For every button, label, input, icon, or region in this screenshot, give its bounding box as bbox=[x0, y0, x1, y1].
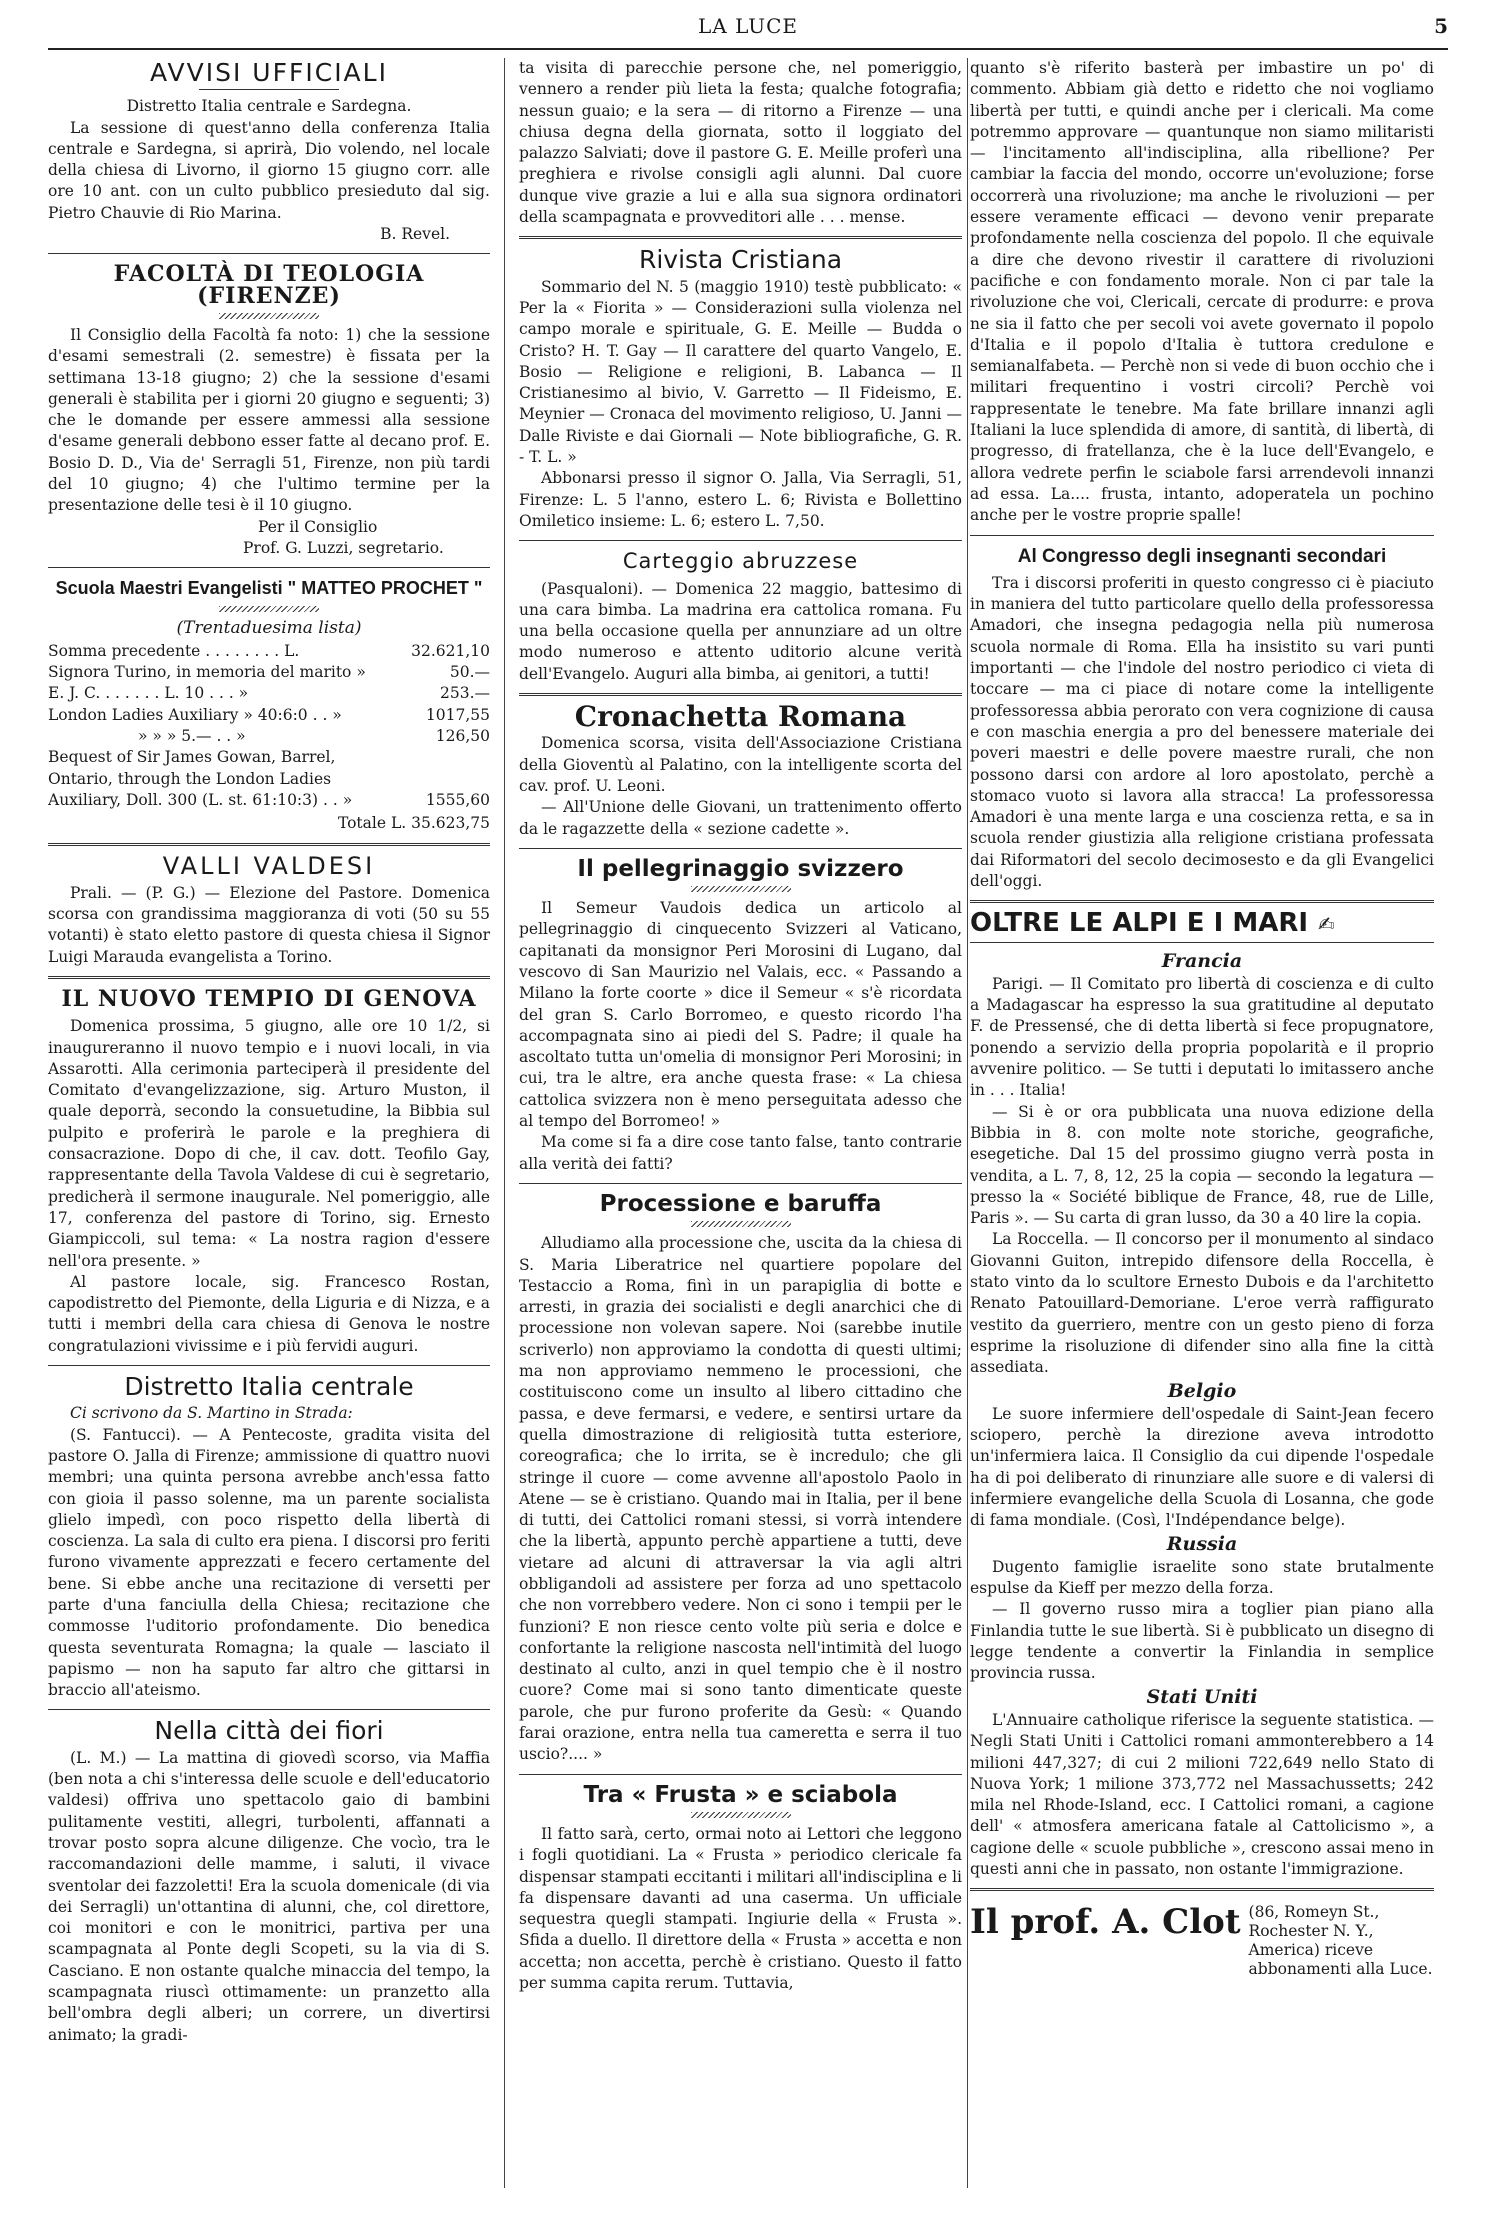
brush-ornament-icon: ✍ bbox=[1318, 912, 1335, 937]
ledger-row: Auxiliary, Doll. 300 (L. st. 61:10:3) . . » 1555,60 bbox=[48, 790, 490, 809]
divider bbox=[519, 236, 962, 239]
congresso-text: Tra i discorsi proferiti in questo congresso ci è piaciuto in maniera del tutto particolare quello della professoressa Amadori, che insegna pedagogia nella più numerosa scuola normale di Roma. Ella ha insistito su vari punti importanti — che l'indole del nostro periodico ci vieta di toccare — ma ci piace di notare come la intelligente professoressa abbia perorato con vera cognizione di causa e con maschia energia a pro del benessere materiale dei poveri maestri e delle povere maestre rurali, che non possono darsi con ardore al loro apostolato, perchè a stomaco vuoto si lavora alla stracca! La professoressa Amadori è una mente larga e una coscienza retta, e sa in scuola render giustizia alla religione cristiana professata dai Riformatori del secolo decimosesto e da gli Evangelici dell'oggi. bbox=[970, 573, 1434, 890]
ornament bbox=[691, 886, 791, 892]
divider bbox=[48, 253, 490, 254]
ornament bbox=[691, 1221, 791, 1227]
page-number: 5 bbox=[1434, 14, 1448, 38]
heading-tempio: IL NUOVO TEMPIO DI GENOVA bbox=[61, 985, 477, 1012]
heading-frusta: Tra « Frusta » e sciabola bbox=[583, 1781, 898, 1808]
heading-cronachetta: Cronachetta Romana bbox=[574, 700, 907, 734]
ledger-row: Signora Turino, in memoria del marito » 50.— bbox=[48, 663, 490, 682]
rivista-text-1: Sommario del N. 5 (maggio 1910) testè pubblicato: « Per la « Fiorita » — Considerazioni sulla violenza nel campo morale e spirituale, G. E. Meille — Budda o Cristo? H. T. Gay — Il carattere del quarto Vangelo, E. Bosio — Religione e religioni, B. Labanca — Il Cristianesimo al bivio, V. Garretto — Il Fideismo, E. Meynier — Cronaca del movimento religioso, U. Janni — Dalle Riviste e dai Giornali — Note bibliografiche, G. R. - T. L. » bbox=[519, 277, 962, 467]
tempio-text-1: Domenica prossima, 5 giugno, alle ore 10 1/2, si inaugureranno il nuovo tempio e i nuovi locali, in via Assarotti. Alla cerimonia parteciperà il presidente del Comitato d'evangelizzazione, sig. Arturo Muston, il quale deporrà, secondo la consuetudine, la Bibbia sul pulpito e proferirà le parole e la preghiera di consacrazione. Dopo di che, il cav. dott. Teofilo Gay, rappresentante della Tavola Valdese di cui è segretario, predicherà il sermone inaugurale. Nel pomeriggio, alle 17, conferenza del pastore di Torino, sig. Ernesto Giampiccoli, sul tema: « La nostra ragion d'essere nell'ora presente. » bbox=[48, 1017, 490, 1270]
avvisi-signature: B. Revel. bbox=[380, 225, 450, 244]
avvisi-subheading: Distretto Italia centrale e Sardegna. bbox=[126, 97, 412, 116]
clot-text: (86, Romeyn St., Rochester N. Y., America) riceve abbonamenti alla Luce. bbox=[1248, 1903, 1433, 1979]
francia-text-2: — Si è or ora pubblicata una nuova edizione della Bibbia in 8. con molte note storiche, geografiche, esegetiche. Dal 15 del prossimo giugno verrà posta in vendita, a L. 7, 8, 12, 25 la copia — secondo la legatura — presso la « Société biblique de France, 48, rue de Lille, Paris ». — Su carta di gran lusso, da 30 a 40 lire la copia. bbox=[970, 1102, 1434, 1228]
francia-text-1: Parigi. — Il Comitato pro libertà di coscienza e di culto a Madagascar ha espresso la sua gratitudine al deputato F. de Pressensé, che di detta libertà si fece propugnatore, ponendo a servizio della propria popolarità e il proprio avvenire politico. — Se tutti i deputati lo imitassero anche in . . . Italia! bbox=[970, 974, 1434, 1100]
fiori-text: (L. M.) — La mattina di giovedì scorso, via Maffia (ben nota a chi s'interessa delle scuole e dell'educatorio valdesi) offriva uno spettacolo gaio di bambini pulitamente vestiti, allegri, turbolenti, affannati a trovar posto sopra alcune diligenze. Che vocìo, tra le raccomandazioni delle mamme, i saluti, il vivace sventolar dei fazzoletti! Era la scuola domenicale (di via dei Serragli) un'ottantina di alunni, che, col direttore, coi monitori e con le monitrici, partiva per una scampagnata al Ponte degli Scopeti, su la via di S. Casciano. E non ostante qualche minaccia del tempo, la scampagnata riuscì ottimamente: un pranzetto alla bell'ombra degli alberi; un correre, un divertirsi animato; la gradi- bbox=[48, 1748, 490, 2044]
heading-oltre: OLTRE LE ALPI E I MARI ✍ bbox=[970, 908, 1335, 939]
divider bbox=[970, 1888, 1434, 1891]
divider bbox=[970, 942, 1434, 943]
francia-text-3: La Roccella. — Il concorso per il monumento al sindaco Giovanni Guiton, intrepido difensore della Roccella, è stato vinto da lo scultore Ernesto Dubois e da l'architetto Renato Patouillard-Demoriane. L'eroe verrà raffigurato vestito da guerriero, mentre con un gesto pieno di forza esprime la risoluzione di difender sino alla fine la città assediata. bbox=[970, 1230, 1434, 1377]
valli-text: Prali. — (P. G.) — Elezione del Pastore. Domenica scorsa con grandissima maggioranza di voti (50 su 55 votanti) è stato eletto pastore di questa chiesa il Signor Luigi Marauda evangelista a Torino. bbox=[48, 883, 490, 966]
subheading-stati-uniti: Stati Uniti bbox=[1146, 1685, 1258, 1708]
heading-processione: Processione e baruffa bbox=[599, 1190, 882, 1217]
avvisi-text: La sessione di quest'anno della conferenza Italia centrale e Sardegna, si aprirà, Dio volendo, nel locale della chiesa di Livorno, il giorno 15 giugno corr. alle ore 10 ant. con un culto pubblico presieduto dal sig. Pietro Chauvie di Rio Marina. bbox=[48, 118, 490, 222]
ornament bbox=[219, 606, 319, 612]
divider bbox=[519, 848, 962, 849]
running-header bbox=[48, 12, 1448, 50]
distretto-intro: Ci scrivono da S. Martino in Strada: bbox=[70, 1404, 353, 1423]
divider bbox=[519, 1183, 962, 1184]
clot-name: Il prof. A. Clot bbox=[970, 1902, 1241, 1943]
divider bbox=[48, 976, 490, 979]
divider bbox=[48, 843, 490, 846]
column-2 bbox=[519, 58, 962, 1994]
ornament bbox=[691, 1812, 791, 1818]
ledger-row: E. J. C. . . . . . . L. 10 . . . » 253.— bbox=[48, 684, 490, 703]
heading-rivista: Rivista Cristiana bbox=[638, 245, 843, 275]
pellegrinaggio-text-2: Ma come si fa a dire cose tanto false, tanto contrarie alla verità dei fatti? bbox=[519, 1133, 962, 1173]
ledger-total: Totale L. 35.623,75 bbox=[337, 814, 490, 833]
ornament bbox=[219, 313, 319, 319]
belgio-text: Le suore infermiere dell'ospedale di Saint-Jean fecero sciopero, perchè la direzione aveva introdotto un'infermiera laica. Il Consiglio da cui dipende l'ospedale ha di poi deliberato di rinunziare alle suore e di valersi di infermiere evangeliche della Scuola di Losanna, che gode di fama mondiale. (Così, l'Indépendance belge). bbox=[970, 1404, 1434, 1530]
frusta-text: Il fatto sarà, certo, ormai noto ai Lettori che leggono i fogli quotidiani. La « Frusta » periodico clericale fa dispensar stampati eccitanti i militari all'indisciplina e li fa dispensare davanti ad una caserma. Un ufficiale sequestra quegli stampati. Ingiurie della « Frusta ». Sfida a duello. Il direttore della « Frusta » accetta e non accetta; non accetta, perchè è cristiano. Questo il fatto per summa capita rerum. Tuttavia, bbox=[519, 1824, 962, 1993]
cronachetta-text-2: — All'Unione delle Giovani, un trattenimento offerto da le ragazzette della « sezione cadette ». bbox=[519, 798, 962, 838]
column-divider bbox=[967, 58, 968, 2188]
tempio-text-2: Al pastore locale, sig. Francesco Rostan, capodistretto del Piemonte, della Liguria e di Nizza, e a tutti i membri della cara chiesa di Genova le nostre congratulazioni vivissime e i più fervidi auguri. bbox=[48, 1272, 490, 1355]
heading-distretto: Distretto Italia centrale bbox=[124, 1372, 414, 1402]
heading-fiori: Nella città dei fiori bbox=[154, 1716, 384, 1746]
column-1 bbox=[48, 58, 490, 2046]
divider bbox=[970, 900, 1434, 903]
subheading-francia: Francia bbox=[1161, 949, 1243, 972]
russia-text-2: — Il governo russo mira a toglier pian piano alla Finlandia tutte le sue libertà. Si è pubblicato un disegno di legge tendente a convertir la Finlandia in semplice provincia russa. bbox=[970, 1600, 1434, 1683]
heading-carteggio: Carteggio abruzzese bbox=[622, 549, 859, 574]
divider bbox=[519, 693, 962, 696]
ledger-row: » » » 5.— . . » 126,50 bbox=[138, 727, 490, 746]
column-divider bbox=[504, 58, 505, 2188]
facolta-sig2: Prof. G. Luzzi, segretario. bbox=[243, 538, 444, 557]
russia-text-1: Dugento famiglie israelite sono state brutalmente espulse da Kieff per mezzo della forza. bbox=[970, 1557, 1434, 1598]
ledger-row: London Ladies Auxiliary » 40:6:0 . . » 1017,55 bbox=[48, 705, 490, 724]
usa-text: L'Annuaire catholique riferisce la seguente statistica. — Negli Stati Uniti i Cattolici romani ammonterebbero a 14 milioni 447,327; di cui 2 milioni 722,649 nello Stato di Nuova York; 1 milione 373,772 nel Massachussetts; 242 mila nel Rhode-Island, ecc. I Cattolici romani, a cagione dell' « atmosfera americana fatale al Cattolicismo », a cagione delle « scuole pubbliche », crescono assai meno in questi anni che in passato, non ostante l'immigrazione. bbox=[970, 1710, 1434, 1879]
heading-pellegrinaggio: Il pellegrinaggio svizzero bbox=[577, 855, 904, 882]
scuola-subheading: (Trentaduesima lista) bbox=[176, 617, 362, 638]
pellegrinaggio-text-1: Il Semeur Vaudois dedica un articolo al pellegrinaggio di cinquecento Svizzeri al Vaticano, capitanati da monsignor Peri Morosini di Lugano, dal vescovo di San Maurizio nel Valais, ecc. « Passando a Milano la forte coorte » dice il Semeur « s'è ricordata del gran S. Carlo Borromeo, e questo ricordo l'ha accompagnata sino ai piedi del S. Padre; il quale ha ascoltato tutta un'omelia di monsignor Peri Morosini; in cui, tra le altre, era anche questa frase: « La chiesa cattolica svizzera non è meno perseguitata adesso che al tempo del Borromeo! » bbox=[519, 899, 962, 1131]
facolta-sig1: Per il Consiglio bbox=[258, 517, 378, 536]
subheading-russia: Russia bbox=[1166, 1532, 1238, 1555]
clot-notice bbox=[970, 1903, 1434, 1979]
divider bbox=[48, 567, 490, 568]
divider bbox=[199, 89, 339, 90]
heading-facolta: FACOLTÀ DI TEOLOGIA (FIRENZE) bbox=[113, 261, 425, 309]
processione-text: Alludiamo alla processione che, uscita da la chiesa di S. Maria Liberatrice nel quartiere popolare del Testaccio a Roma, finì in un parapiglia di botte e arresti, in grazia dei socialisti e degli anarchici che di processione non volevan sapere. Noi (sarebbe inutile scriverlo) non approviamo la condotta di questi ultimi; ma non approviamo nemmeno le processioni, che costituiscono come un insulto al libero cittadino che passa, e deve fermarsi, e vedere, e sentirsi urtare da quella dimostrazione di religiosità tutta esteriore, coreografica; che lo irrita, se è incredulo; che gli stringe il cuore — come avvenne all'apostolo Paolo in Atene — se è cristiano. Quando mai in Italia, per il bene di tutti, dei Cattolici romani stessi, si vorrà intendere che la libertà, appunto perchè appartiene a tutti, deve vietare ad alcuni di attraversar la via agli altri obbligandoli ad assistere per forza ad uno spettacolo che non vorrebbero vedere. Non ci sono i tempii per le funzioni? E non riesce cento volte più seria e dolce e confortante la religione nascosta nell'intimità del luogo destinato al culto, anzi in quel tempio che è il nostro cuore? Come mai si sono tanto dimenticate queste parole, che pur furono proferite da Gesù: « Quando farai orazione, entra nella tua cameretta e serra il tuo uscio?.... » bbox=[519, 1234, 962, 1764]
divider bbox=[519, 1774, 962, 1775]
carteggio-text: (Pasqualoni). — Domenica 22 maggio, battesimo di una cara bimba. La madrina era cattolica romana. Fu una bella occasione quella per annunziare ad un oltre modo numeroso e attento uditorio alcune verità dell'Evangelo. Auguri alla bimba, ai genitori, a tutti! bbox=[519, 579, 962, 683]
heading-congresso: Al Congresso degli insegnanti secondari bbox=[1017, 545, 1387, 567]
continued-text: ta visita di parecchie persone che, nel pomeriggio, vennero a render più lieta la festa; qualche fotografia; nessun guaio; e la sera — di ritorno a Firenze — una chiusa degna della giornata, sotto il loggiato del palazzo Salviati; dove il pastore G. E. Meille proferì una preghiera e rivolse consigli agli alunni. Dal cuore dunque vive grazie a lui e alla sua signora ordinatori della scampagnata e provveditori alle . . . mense. bbox=[519, 59, 962, 227]
heading-avvisi: AVVISI UFFICIALI bbox=[150, 58, 388, 87]
masthead-title: LA LUCE bbox=[697, 14, 799, 38]
column-3 bbox=[970, 58, 1434, 1979]
divider bbox=[970, 535, 1434, 536]
cronachetta-text-1: Domenica scorsa, visita dell'Associazione Cristiana della Gioventù al Palatino, con la intelligente scorta del cav. prof. U. Leoni. bbox=[519, 734, 962, 795]
heading-valli: VALLI VALDESI bbox=[162, 851, 376, 880]
ledger-row: Bequest of Sir James Gowan, Barrel, bbox=[48, 748, 336, 767]
rivista-text-2: Abbonarsi presso il signor O. Jalla, Via Serragli, 51, Firenze: L. 5 l'anno, estero L. 6; Rivista e Bollettino Omiletico insieme: L. 6; estero L. 7,50. bbox=[519, 469, 962, 530]
distretto-text: (S. Fantucci). — A Pentecoste, gradita visita del pastore O. Jalla di Firenze; ammissione di quattro nuovi membri; una quinta persona avrebbe anch'essa fatto con gioia il passo solenne, ma un parente socialista glielo impedì, con poco rispetto della libertà di coscienza. La sala di culto era piena. I discorsi pro feriti furono vivamente apprezzati e fecero certamente del bene. Si ebbe anche una recitazione di versetti per parte d'una fanciulla della Chiesa; recitazione che commosse l'uditorio profondamente. Dio benedica questa seventurata Romagna; la quale — lasciato il papismo — non ha saputo far altro che gittarsi in braccio all'ateismo. bbox=[48, 1425, 490, 1700]
divider bbox=[48, 1365, 490, 1366]
ledger-row: Ontario, through the London Ladies bbox=[48, 769, 332, 788]
heading-scuola: Scuola Maestri Evangelisti " MATTEO PROCHET " bbox=[55, 578, 483, 599]
divider bbox=[48, 1709, 490, 1710]
subheading-belgio: Belgio bbox=[1167, 1379, 1237, 1402]
facolta-text: Il Consiglio della Facoltà fa noto: 1) che la sessione d'esami semestrali (2. semestre) è fissata per la settimana 13-18 giugno; 2) che la sessione d'esami generali è stabilita per i giorni 20 giugno e seguenti; 3) che le domande per essere ammessi alla sessione d'esame generali debbono esser fatte al decano prof. E. Bosio D. D., Via de' Serragli 51, Firenze, non più tardi del 10 giugno; 4) che l'ultimo termine per la presentazione delle tesi è il 10 giugno. bbox=[48, 325, 490, 515]
continued-text: quanto s'è riferito basterà per imbastire un po' di commento. Abbiam già detto e ridetto che noi vogliamo libertà per tutti, e quindi anche per i clericali. Ma come potremmo approvare — quantunque non siamo militaristi — l'incitamento all'indisciplina, alla ribellione? Per cambiar la faccia del mondo, occorre un'evoluzione; forse occorrerà una rivoluzione; ma anche le rivoluzioni — per essere veramente efficaci — devono venir preparate profondamente nella coscienza del popolo. Il che equivale a dire che devono rivestir il carattere di rivoluzioni pacifiche e con fondamento morale. Non ci par tale la rivoluzione che voi, Clericali, cercate di produrre: e prova ne sia il fatto che per secoli voi avete governato il popolo d'Italia e il popolo d'Italia è tuttora credulone e semianalfabeta. — Perchè non si vede di buon occhio che i militari frequentino i vostri circoli? Perchè voi rappresentate le tenebre. Ma fate brillare innanzi agli Italiani la luce splendida di amore, di santità, di libertà, di progresso, di fratellanza, che è la luce dell'Evangelo, e allora vedrete perfin le sciabole farsi arrendevoli innanzi ad essa. La.... frusta, intanto, adoperatela un pochino anche per le vostre proprie spalle! bbox=[970, 59, 1434, 525]
ledger-row: Somma precedente . . . . . . . . L. 32.621,10 bbox=[48, 641, 490, 660]
divider bbox=[519, 540, 962, 541]
